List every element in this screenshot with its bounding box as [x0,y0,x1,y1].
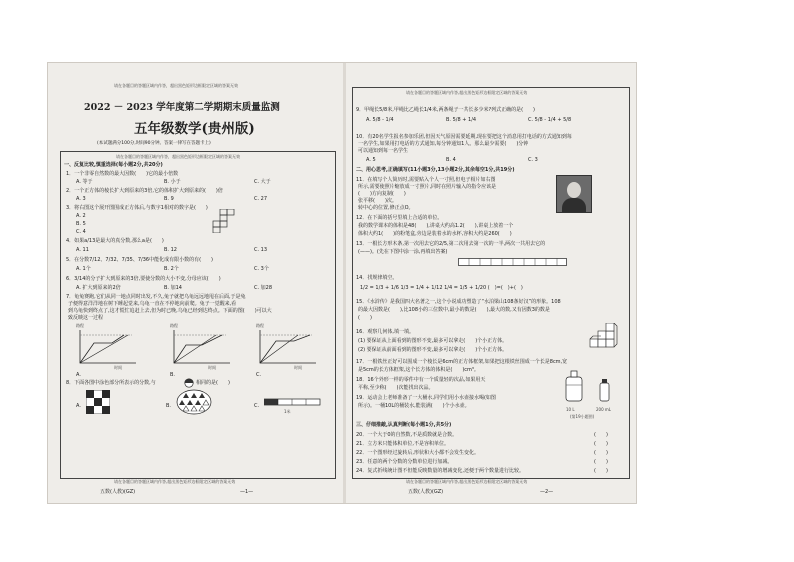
question-23: 23．任意的两个分数的分数单位进行加减。 [356,459,453,465]
q8-option-b: B. [166,403,172,409]
q6-option-b: B. 加14 [164,285,182,291]
q1-option-c: C. 大于 [254,179,271,185]
question-8-tail: 相同的是( ) [196,380,230,386]
graph-a-y-label: 路程 [76,323,84,328]
page-fold [343,63,346,503]
question-9: 9．甲绳长5/8米,甲绳比乙绳长1/4米,两条绳子一共长多少米?列式正确的是( ) [356,107,536,113]
question-10-line-3: 可以通知到每一名学生 [358,148,409,154]
q22-judge-mark: ( ) [594,450,608,456]
q3-option-b: B. 5 [76,221,86,227]
answer-area-notice-top: 请在各题目的答题区域内作答，超出黑色矩形边框限定区域的答案无效 [114,83,238,88]
graph-c [258,329,318,365]
bottle-volume-label: 200 mL [596,407,612,412]
page-2 [348,67,632,499]
question-11-line-5: 转中心的位置,修正点O。 [358,205,414,211]
q3-option-c: C. 4 [76,229,86,235]
water-bucket-and-bottle-figure [560,369,620,405]
q10-option-a: A. 5 [366,157,376,163]
question-24: 24．复式折线统计图不但能反映数量的增减变化,还便于两个数量进行比较。 [356,468,524,474]
exam-subject: 五年级数学(贵州版) [134,121,255,137]
q2-option-b: B. 9 [164,196,174,202]
q4-option-c: C. 13 [254,247,268,253]
footer-page-number: —1— [240,489,254,495]
question-6: 6．3/14的分子扩大到原来的3倍,要使分数的大小不变,分母应该( ) [66,276,221,282]
footer-edition: 五数(人教)(GZ) [100,489,136,495]
graph-a [78,329,138,365]
q4-option-a: A. 11 [76,247,89,253]
section-2-header: 二、用心思考,正确填写(11小题3分,13小题2分,其余每空1分,共19分) [356,167,515,173]
question-14: 14．找规律填空。 [356,275,398,281]
question-11-line-1: 11．在填写个人简历时,需要贴入个人一寸照,但电子相片如右图 [356,177,496,183]
exam-note: (本试题满分100分,时间90分钟。答案一律写在答题卡上) [97,141,211,146]
page-1 [54,67,342,499]
q9-option-b: B. 5/8 + 1/4 [446,117,477,123]
question-11-line-2: 所示,需要使照片缩放成一寸照片,同时在照片输入的指令应该是 [358,184,497,190]
question-15-line-2: 的最大因数是( ),比108小的三位数中,最小的数是( ),最大的数,又有因数3的数是 [358,307,550,313]
question-7-line-1: 7．龟兔赛跑,它们从同一地点同时出发,不久,兔子就把乌龟远远地甩在后面,于是兔 [66,294,246,300]
question-21: 21．立方米只能体积单位,不是容积单位。 [356,441,449,447]
question-20: 20．一个大于0的自然数,不是质数就是合数。 [356,432,458,438]
id-photo [556,175,592,213]
question-18-line-1: 18．16个外形一样的零件中有一个质量轻的次品,如果用天 [356,377,486,383]
question-17-line-2: 是5cm的长方体框架,这个长方体的体积是( )cm³。 [358,367,479,373]
q1-option-a: A. 等于 [76,179,93,185]
graph-c-x-label: 时间 [294,365,302,370]
question-11-line-3: ( )方向复制( ) [358,191,406,197]
q9-option-c: C. 5/8 - 1/4 + 5/8 [528,117,572,123]
half-shaded-circle-figure [184,378,194,388]
footer-page-number: —2— [540,489,554,495]
graph-b-x-label: 时间 [208,365,216,370]
question-22: 22．一个图形经过旋转后,形状和大小都不会发生变化。 [356,450,479,456]
question-2: 2．一个正方体的棱长扩大到原来的3倍,它的体积扩大到原来的( )倍 [66,188,223,194]
question-13-line-1: 13．一根长方形木条,第一次用去它的2/5,第二次用去第一次的一半,两次一共用去它的 [356,241,546,247]
question-15-line-1: 15．《水浒传》是我国四大名著之一,这个小说成功塑造了“水泊梁山108条好汉”的形象。108 [356,299,561,305]
question-12-line-1: 12．在下面的括号里填上合适的单位。 [356,215,443,221]
meter-bar-label: 1米 [284,409,291,414]
q4-option-b: B. 12 [164,247,177,253]
question-19-line-1: 19．运动会上老师准备了一大桶水,同学们用小水壶接水喝(如图 [356,395,496,401]
checker-grid-figure [86,390,110,414]
question-3: 3．将右图这个展开图围成正方体后,与数字1相对的数字是( ) [66,205,208,211]
question-16-line-2: (1) 要保证从上面看到的图形不变,最多可以拿走( )个小正方体。 [358,338,508,344]
question-7-line-2: 子便得意洋洋地在树下睡起觉来,乌龟一直在不停地向前爬。兔子一觉醒来,看 [68,301,237,307]
q7-option-a: A. [76,372,81,378]
graph-a-x-label: 时间 [114,365,122,370]
q3-option-a: A. 2 [76,213,86,219]
cube-net-figure [212,209,236,233]
question-7-line-3: 到乌龟快到终点了,这才慌忙追赶上去,但为时已晚,乌龟已经到达终点。下面的图( )可以大 [68,308,272,314]
q9-option-a: A. 5/8 - 1/4 [366,117,394,123]
stacked-cubes-figure [588,323,618,351]
question-19-line-2: 所示)。一桶10L的桶装水,能装满( )个小水壶。 [358,403,470,409]
question-12-line-3: 体积大约1( )的粉笔盒,旁边是装着水的水杯,容积大约是260( ) [358,231,512,237]
q5-option-b: B. 2个 [164,266,179,272]
section-3-header: 三、仔细推敲,认真判断(每小题1分,共5分) [356,422,452,428]
footer-edition: 五数(人教)(GZ) [408,489,444,495]
q10-option-b: B. 4 [446,157,456,163]
answer-area-notice-bottom: 请在各题目的答题区域内作答,超出黑色矩形边框限定区域的答案无效 [114,479,236,484]
q6-option-c: C. 加28 [254,285,273,291]
q23-judge-mark: ( ) [594,459,608,465]
q24-judge-mark: ( ) [594,468,608,474]
meter-bar-figure [264,397,324,409]
q7-option-b: B. [170,372,176,378]
graph-b-y-label: 路程 [170,323,178,328]
question-18-line-2: 平称,至少称( )次能找出次品。 [358,385,434,391]
q1-option-b: B. 小于 [164,179,181,185]
q2-option-a: A. 3 [76,196,86,202]
q19-figure-caption: (第19小题图) [570,414,595,419]
question-15-line-3: ( ) [358,315,372,321]
triangles-oval-figure [176,389,212,415]
q21-judge-mark: ( ) [594,441,608,447]
question-4: 4．如果a/13是最大的真分数,那么a是( ) [66,238,164,244]
question-11-line-4: 张平移( )次。 [358,198,397,204]
q8-option-a: A. [76,403,81,409]
question-14-sequence: 1/2 = 1/3 + 1/6 1/3 = 1/4 + 1/12 1/4 = 1/5 + 1/20 ( )=( )+( ) [360,285,523,291]
question-12-line-2: 我的数学课本的体积是48( ),讲桌大约高1.2( ),讲桌上放着一个 [358,223,514,229]
question-1: 1．一个非零自然数的最大因数( )它的最小倍数 [66,171,179,177]
q7-option-c: C. [256,372,262,378]
question-13-line-2: (——)。(先在下图中涂一涂,再填出答案) [358,249,448,255]
q5-option-c: C. 3个 [254,266,269,272]
question-16-line-1: 16．观察几何体,填一填。 [356,329,414,335]
wood-strip-figure [458,258,568,267]
q20-judge-mark: ( ) [594,432,608,438]
graph-b [172,329,232,365]
q2-option-c: C. 27 [254,196,268,202]
answer-area-notice: 请在各题目的答题区域内作答，超出黑色矩形边框限定区域的答案无效 [116,154,240,159]
question-8: 8．下面各图中涂色部分所表示的分数,与 [66,380,156,386]
question-17-line-1: 17．一根铁丝正好可以围成一个棱长是6cm的正方体框架,如果把这根铁丝围成一个长是8cm,宽 [356,359,568,365]
question-16-line-3: (2) 要保证从前面看到的图形不变,最多可以拿走( )个小正方体。 [358,347,508,353]
question-5: 5．在分数7/12、7/32、7/35、7/36中能化成有限小数的有( ) [66,257,213,263]
answer-area-notice-bottom: 请在各题目的答题区域内作答,超出黑色矩形边框限定区域的答案无效 [406,479,528,484]
question-10-line-1: 10．有20名学生报名参加乐团,但因天气原因需要延期,现在要把这个消息用打电话的方式通知到每 [356,134,572,140]
q10-option-c: C. 3 [528,157,538,163]
q6-option-a: A. 扩大到原来的2倍 [76,285,121,291]
section-1-header: 一、反复比较,慎重选择(每小题2分,共20分) [64,162,163,168]
answer-area-notice-top: 请在各题目的答题区域内作答,超出黑色矩形边框限定区域的答案无效 [406,90,528,95]
question-7-line-4: 致反映这一过程 [68,315,104,321]
exam-title: 2022 － 2023 学年度第二学期期末质量监测 [84,102,280,113]
scanned-exam-sheet [48,63,636,503]
graph-c-y-label: 路程 [256,323,264,328]
bucket-volume-label: 10 L [566,407,575,412]
question-10-line-2: 一名学生,如果用打电话的方式通知,每分钟通知1人。那么最少需要( )分钟 [358,141,529,147]
q5-option-a: A. 1个 [76,266,91,272]
q8-option-c: C. [254,403,260,409]
